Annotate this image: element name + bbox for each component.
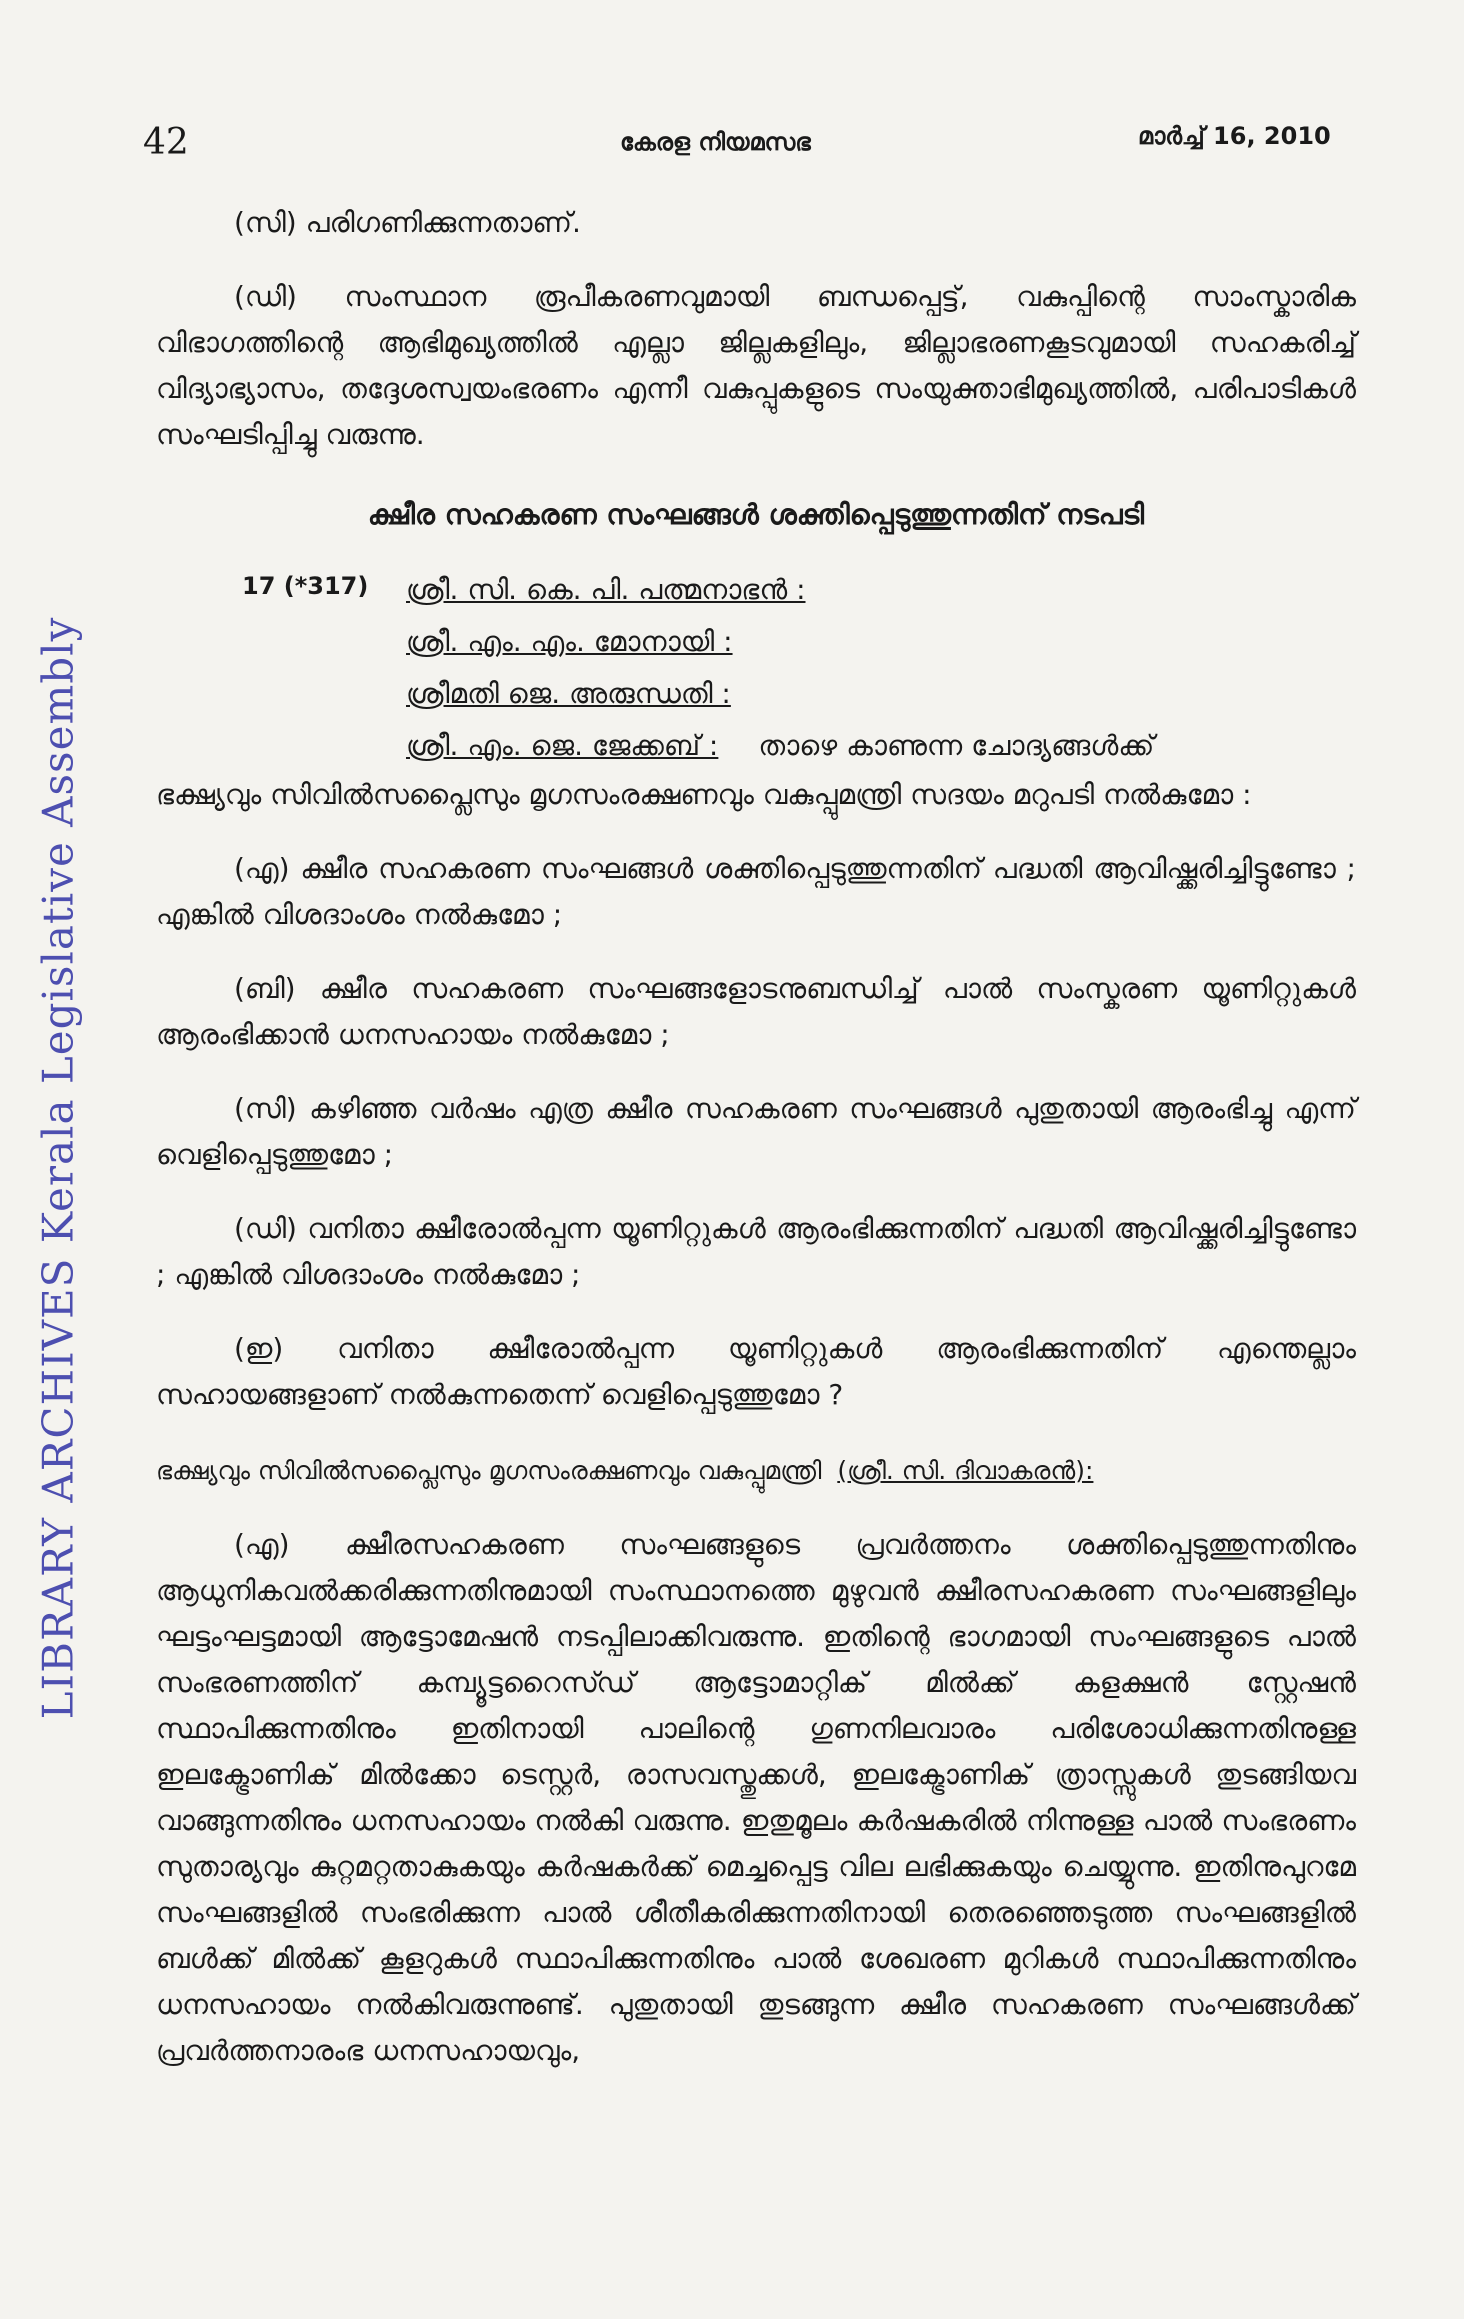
question-intro: ഭക്ഷ്യവും സിവിൽസപ്ലൈസും മൃഗസംരക്ഷണവും വകുപ്പുമന്ത്രി സദയം മറുപടി നൽകുമോ : (156, 778, 1252, 811)
member-name: ശ്രീ. സി. കെ. പി. പത്മനാഭൻ : (406, 573, 806, 606)
minister-title: ഭക്ഷ്യവും സിവിൽസപ്ലൈസും മൃഗസംരക്ഷണവും വകുപ്പുമന്ത്രി (156, 1456, 822, 1485)
member-name: ശ്രീമതി ജെ. അരുന്ധതി : (406, 677, 731, 710)
question-item: (സി) കഴിഞ്ഞ വർഷം എത്ര ക്ഷീര സഹകരണ സംഘങ്ങൾ പുതുതായി ആരംഭിച്ചു എന്ന് വെളിപ്പെടുത്തുമോ ; (156, 1092, 1356, 1171)
question-item: (ഇ) വനിതാ ക്ഷീരോൽപ്പന്ന യൂണിറ്റുകൾ ആരംഭിക്കുന്നതിന് എന്തെല്ലാം സഹായങ്ങളാണ് നൽകുന്നതെന്ന് വെളിപ്പെടുത്തുമോ ? (156, 1332, 1356, 1411)
question-number: 17 (*317) (242, 572, 369, 600)
section-heading: ക്ഷീര സഹകരണ സംഘങ്ങൾ ശക്തിപ്പെടുത്തുന്നതിന് നടപടി (367, 498, 1145, 531)
archive-watermark: LIBRARY ARCHIVES Kerala Legislative Assembly (33, 616, 83, 1720)
page-number: 42 (143, 122, 189, 163)
question-item: (എ) ക്ഷീര സഹകരണ സംഘങ്ങൾ ശക്തിപ്പെടുത്തുന്നതിന് പദ്ധതി ആവിഷ്ക്കരിച്ചിട്ടുണ്ടോ ; എങ്കിൽ വിശദാംശം നൽകുമോ ; (156, 852, 1356, 931)
header-title: കേരള നിയമസഭ (620, 128, 811, 156)
question-item: (ബി) ക്ഷീര സഹകരണ സംഘങ്ങളോടനുബന്ധിച്ച് പാൽ സംസ്കരണ യൂണിറ്റുകൾ ആരംഭിക്കാൻ ധനസഹായം നൽകുമോ ; (156, 972, 1356, 1051)
paragraph-c-prev: (സി) പരിഗണിക്കുന്നതാണ്. (234, 206, 581, 239)
answer-heading (156, 1448, 1356, 1494)
answer-paragraph-a: (എ) ക്ഷീരസഹകരണ സംഘങ്ങളുടെ പ്രവർത്തനം ശക്തിപ്പെടുത്തുന്നതിനും ആധുനികവൽക്കരിക്കുന്നതിനുമായി സംസ്ഥാനത്തെ മുഴുവൻ ക്ഷീരസഹകരണ സംഘങ്ങളിലും ഘട്ടംഘട്ടമായി ആട്ടോമേഷൻ നടപ്പിലാക്കിവരുന്നു. ഇതിന്റെ ഭാഗമായി സംഘങ്ങളുടെ പാൽ സംഭരണത്തിന് കമ്പ്യൂട്ടറൈസ്ഡ് ആട്ടോമാറ്റിക് മിൽക്ക് കളക്ഷൻ സ്റ്റേഷൻ സ്ഥാപിക്കുന്നതിനും ഇതിനായി പാലിന്റെ ഗുണനിലവാരം പരിശോധിക്കുന്നതിനുള്ള ഇലക്ട്രോണിക് മിൽക്കോ ടെസ്റ്റർ, രാസവസ്തുക്കൾ, ഇലക്ട്രോണിക് ത്രാസ്സുകൾ തുടങ്ങിയവ വാങ്ങുന്നതിനും ധനസഹായം നൽകി വരുന്നു. ഇതുമൂലം കർഷകരിൽ നിന്നുള്ള പാൽ സംഭരണം സുതാര്യവും കുറ്റമറ്റതാകുകയും കർഷകർക്ക് മെച്ചപ്പെട്ട വില ലഭിക്കുകയും ചെയ്യുന്നു. ഇതിനുപുറമേ സംഘങ്ങളിൽ സംഭരിക്കുന്ന പാൽ ശീതീകരിക്കുന്നതിനായി തെരഞ്ഞെടുത്ത സംഘങ്ങളിൽ ബൾക്ക് മിൽക്ക് കൂളറുകൾ സ്ഥാപിക്കുന്നതിനും പാൽ ശേഖരണ മുറികൾ സ്ഥാപിക്കുന്നതിനും ധനസഹായം നൽകിവരുന്നുണ്ട്. പുതുതായി തുടങ്ങുന്ന ക്ഷീര സഹകരണ സംഘങ്ങൾക്ക് പ്രവർത്തനാരംഭ ധനസഹായവും, (156, 1528, 1356, 2067)
page-content (156, 200, 1356, 2074)
question-block (156, 564, 1356, 818)
member-name-last: ശ്രീ. എം. ജെ. ജേക്കബ് : താഴെ കാണുന്ന ചോദ്യങ്ങൾക്ക് (406, 729, 1155, 762)
question-intro-tail: താഴെ കാണുന്ന ചോദ്യങ്ങൾക്ക് (758, 729, 1155, 762)
paragraph-d-prev: (ഡി) സംസ്ഥാന രൂപീകരണവുമായി ബന്ധപ്പെട്ട്, വകുപ്പിന്റെ സാംസ്കാരിക വിഭാഗത്തിന്റെ ആഭിമുഖ്യത്തിൽ എല്ലാ ജില്ലകളിലും, ജില്ലാഭരണകൂടവുമായി സഹകരിച്ച് വിദ്യാഭ്യാസം, തദ്ദേശസ്വയംഭരണം എന്നീ വകുപ്പുകളുടെ സംയുക്താഭിമുഖ്യത്തിൽ, പരിപാടികൾ സംഘടിപ്പിച്ചു വരുന്നു. (156, 280, 1356, 451)
minister-name: (ശ്രീ. സി. ദിവാകരൻ): (837, 1456, 1094, 1485)
header-date: മാർച്ച് 16, 2010 (1138, 122, 1331, 150)
page-header (0, 120, 1464, 180)
member-name: ശ്രീ. എം. എം. മോനായി : (406, 625, 733, 658)
question-item: (ഡി) വനിതാ ക്ഷീരോൽപ്പന്ന യൂണിറ്റുകൾ ആരംഭിക്കുന്നതിന് പദ്ധതി ആവിഷ്ക്കരിച്ചിട്ടുണ്ടോ ; എങ്കിൽ വിശദാംശം നൽകുമോ ; (156, 1212, 1356, 1291)
